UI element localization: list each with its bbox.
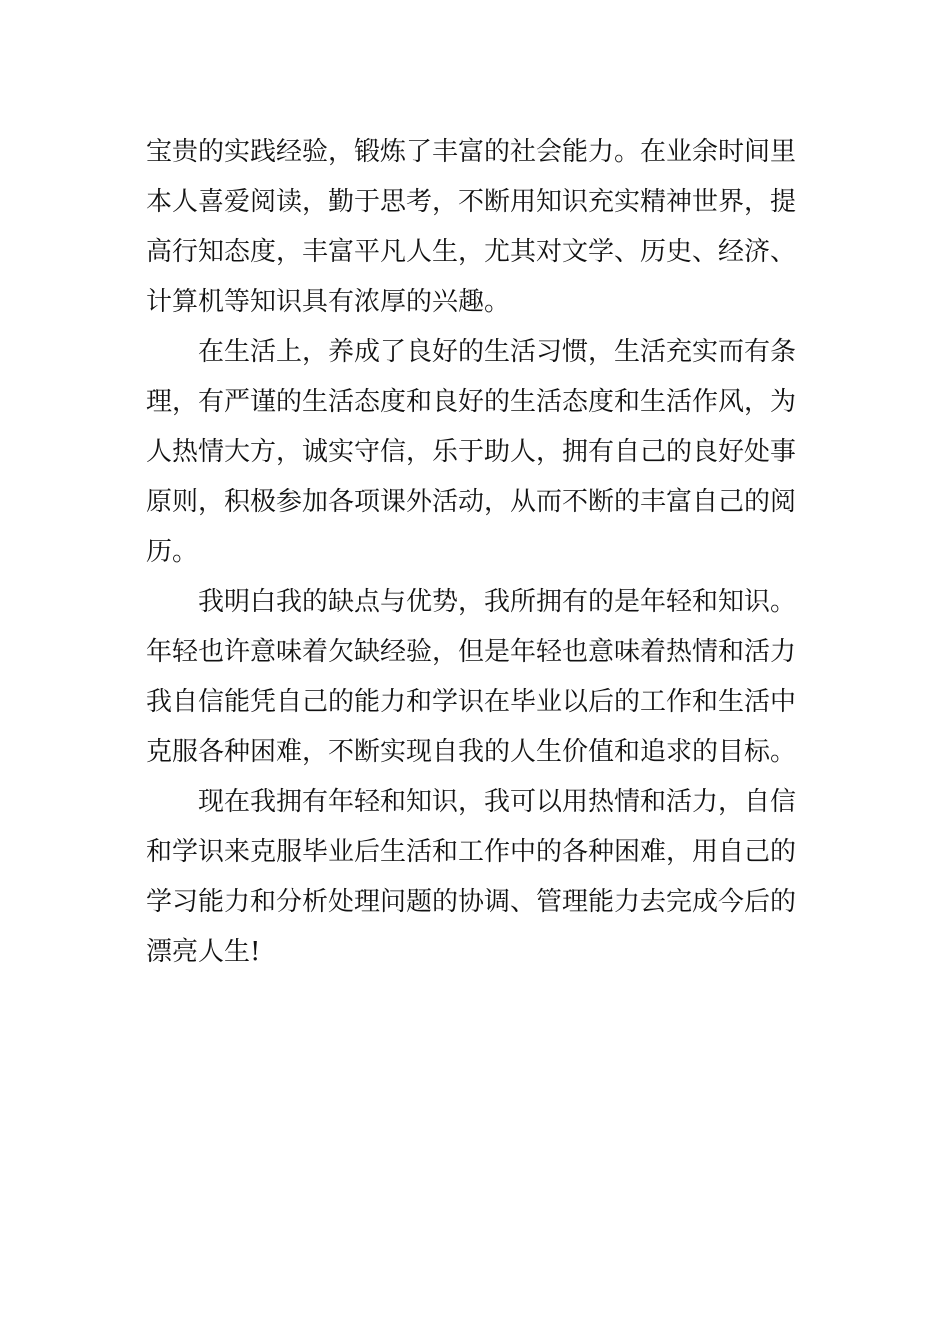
- paragraph-line: 年轻也许意味着欠缺经验，但是年轻也意味着热情和活力: [146, 637, 797, 667]
- paragraph-4: [146, 777, 808, 977]
- paragraph-line: 计算机等知识具有浓厚的兴趣。: [146, 287, 511, 317]
- paragraph-line: 理，有严谨的生活态度和良好的生活态度和生活作风，为: [146, 387, 797, 417]
- paragraph-line: 现在我拥有年轻和知识，我可以用热情和活力，自信: [146, 787, 797, 817]
- paragraph-line: 宝贵的实践经验，锻炼了丰富的社会能力。在业余时间里: [146, 137, 797, 167]
- paragraph-line: 和学识来克服毕业后生活和工作中的各种困难，用自己的: [146, 837, 797, 867]
- paragraph-line: 在生活上，养成了良好的生活习惯，生活充实而有条: [146, 337, 797, 367]
- paragraph-line: 漂亮人生!: [146, 937, 261, 967]
- paragraph-line: 本人喜爱阅读，勤于思考，不断用知识充实精神世界，提: [146, 187, 797, 217]
- paragraph-line: 历。: [146, 537, 199, 567]
- paragraph-1: [146, 127, 808, 327]
- paragraph-line: 高行知态度，丰富平凡人生，尤其对文学、历史、经济、: [146, 237, 797, 267]
- paragraph-line: 人热情大方，诚实守信，乐于助人，拥有自己的良好处事: [146, 437, 797, 467]
- paragraph-3: [146, 577, 808, 777]
- paragraph-line: 克服各种困难，不断实现自我的人生价值和追求的目标。: [146, 737, 797, 767]
- paragraph-line: 原则，积极参加各项课外活动，从而不断的丰富自己的阅: [146, 487, 797, 517]
- paragraph-2: [146, 327, 808, 577]
- paragraph-line: 学习能力和分析处理问题的协调、管理能力去完成今后的: [146, 887, 797, 917]
- paragraph-line: 我明白我的缺点与优势，我所拥有的是年轻和知识。: [146, 587, 797, 617]
- document-body: [146, 127, 808, 977]
- paragraph-line: 我自信能凭自己的能力和学识在毕业以后的工作和生活中: [146, 687, 797, 717]
